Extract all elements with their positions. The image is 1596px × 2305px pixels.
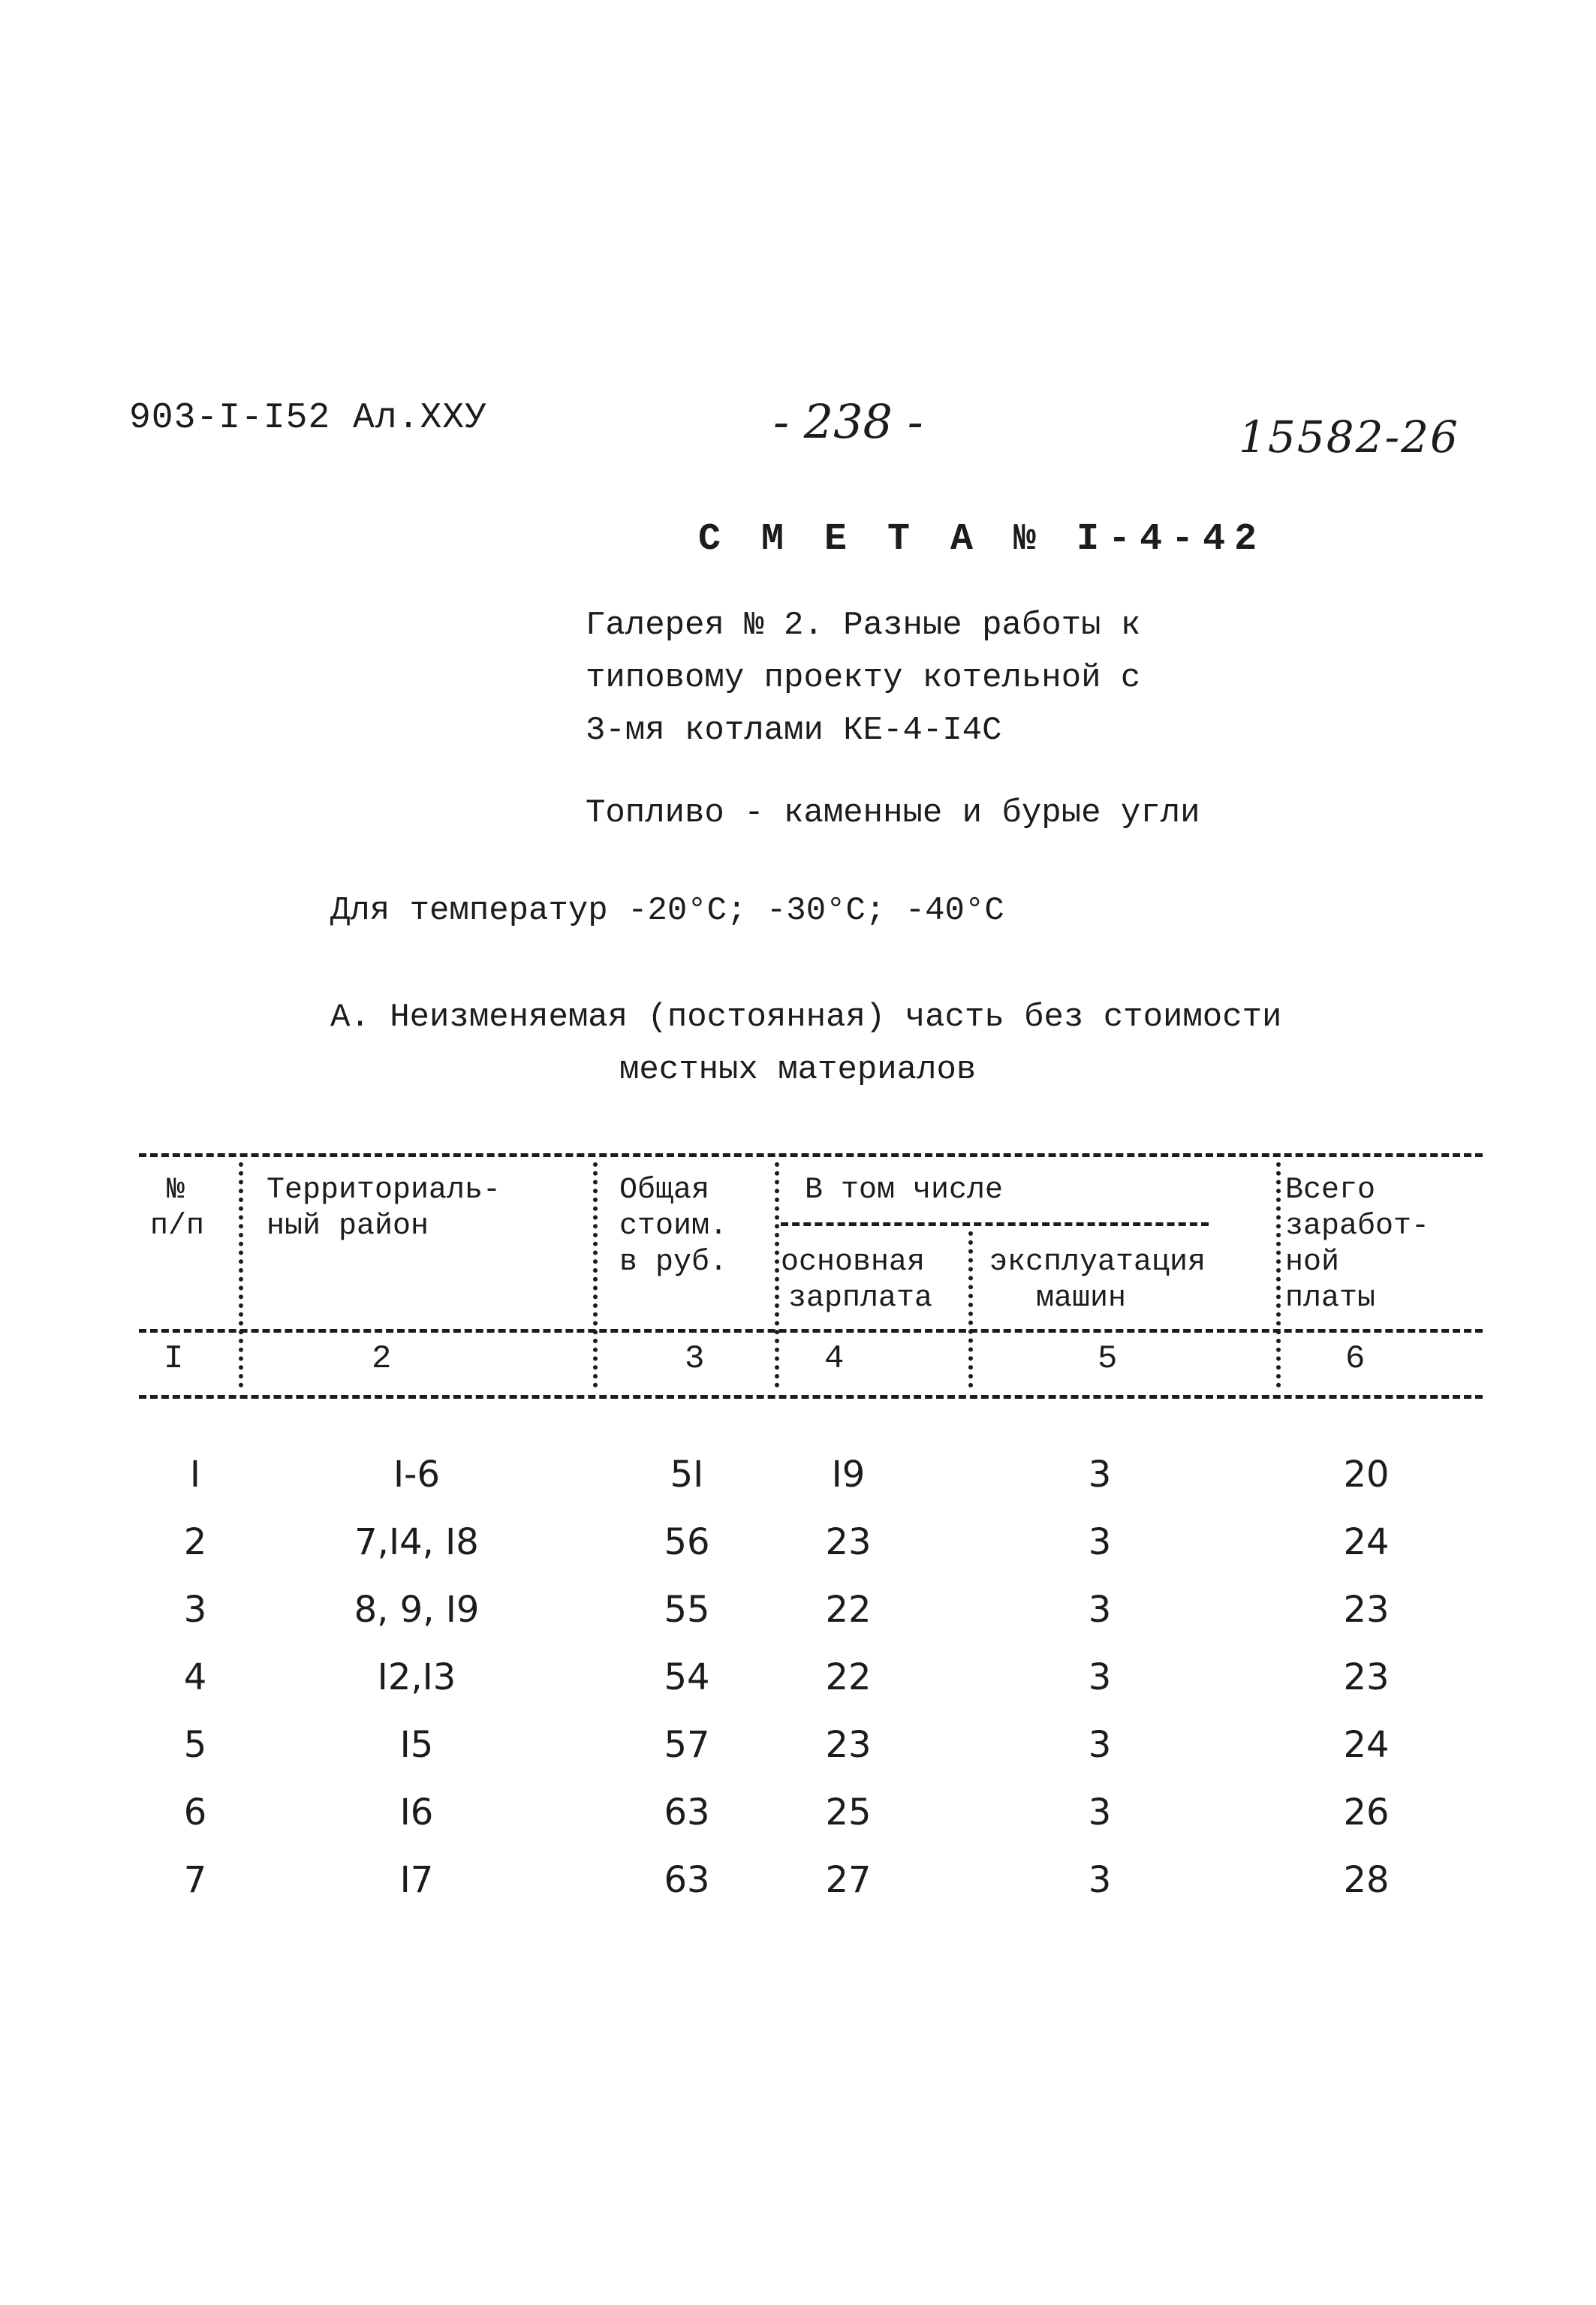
- base-wage-cell: 22: [825, 1589, 872, 1631]
- header-total-wage: платы: [1285, 1282, 1376, 1315]
- row-num-cell: 5: [183, 1724, 207, 1766]
- region-cell: I6: [399, 1791, 434, 1833]
- total-cost-cell: 56: [664, 1521, 710, 1563]
- column-number: 3: [685, 1340, 705, 1378]
- archive-number: 15582-26: [1239, 411, 1459, 463]
- machines-cell: 3: [1088, 1859, 1112, 1901]
- column-number: 2: [372, 1340, 392, 1378]
- base-wage-cell: 23: [825, 1521, 872, 1563]
- row-num-cell: 4: [183, 1656, 207, 1698]
- row-num-cell: 3: [183, 1589, 207, 1631]
- column-separator: [1276, 1162, 1281, 1388]
- header-total-cost: стоим.: [619, 1210, 728, 1243]
- section-heading-continued: местных материалов: [619, 1051, 977, 1089]
- base-wage-cell: 22: [825, 1656, 872, 1698]
- row-num-cell: I: [189, 1454, 201, 1496]
- base-wage-cell: 25: [825, 1791, 872, 1833]
- region-cell: I-6: [393, 1454, 440, 1496]
- total-wage-cell: 24: [1343, 1521, 1390, 1563]
- estimate-title: С М Е Т А № I-4-42: [698, 518, 1266, 561]
- region-cell: 7,I4, I8: [354, 1521, 479, 1563]
- machines-cell: 3: [1088, 1454, 1112, 1496]
- row-num-cell: 2: [183, 1521, 207, 1563]
- header-total-wage: ной: [1285, 1246, 1340, 1279]
- region-cell: 8, 9, I9: [354, 1589, 480, 1631]
- column-number: 5: [1098, 1340, 1118, 1378]
- total-wage-cell: 23: [1343, 1656, 1390, 1698]
- temperature-line: Для температур -20°С; -30°С; -40°С: [330, 892, 1004, 930]
- total-wage-cell: 26: [1343, 1791, 1390, 1833]
- description-line: типовому проекту котельной с: [586, 659, 1141, 697]
- header-total-wage: заработ-: [1285, 1210, 1430, 1243]
- total-cost-cell: 54: [664, 1656, 710, 1698]
- region-cell: I2,I3: [377, 1656, 456, 1698]
- machines-cell: 3: [1088, 1589, 1112, 1631]
- region-cell: I5: [399, 1724, 434, 1766]
- total-cost-cell: 63: [664, 1859, 710, 1901]
- base-wage-cell: 27: [825, 1859, 872, 1901]
- total-cost-cell: 55: [664, 1589, 710, 1631]
- column-separator: [593, 1162, 598, 1388]
- header-num: п/п: [150, 1210, 205, 1243]
- header-wage: основная: [781, 1246, 926, 1279]
- total-wage-cell: 23: [1343, 1589, 1390, 1631]
- machines-cell: 3: [1088, 1656, 1112, 1698]
- column-number: I: [164, 1340, 184, 1378]
- column-numbers-rule: [139, 1395, 1483, 1399]
- region-cell: I7: [399, 1859, 434, 1901]
- header-including: В том числе: [805, 1174, 1004, 1207]
- header-total-cost: Общая: [619, 1174, 710, 1207]
- header-wage: зарплата: [788, 1282, 933, 1315]
- row-num-cell: 6: [183, 1791, 207, 1833]
- table-top-rule: [139, 1153, 1483, 1157]
- total-cost-cell: 57: [664, 1724, 710, 1766]
- description-line: 3-мя котлами КЕ-4-I4С: [586, 712, 1002, 749]
- header-bottom-rule: [139, 1329, 1483, 1333]
- header-total-cost: в руб.: [619, 1246, 728, 1279]
- document-code: 903-I-I52 Ал.ХХУ: [129, 398, 487, 438]
- machines-cell: 3: [1088, 1521, 1112, 1563]
- header-num: №: [167, 1174, 185, 1207]
- fuel-line: Топливо - каменные и бурые угли: [586, 794, 1200, 832]
- base-wage-cell: I9: [831, 1454, 866, 1496]
- header-region: Территориаль-: [267, 1174, 501, 1207]
- column-separator: [239, 1162, 243, 1388]
- total-wage-cell: 20: [1343, 1454, 1390, 1496]
- header-machines: эксплуатация: [989, 1246, 1206, 1279]
- total-wage-cell: 24: [1343, 1724, 1390, 1766]
- header-region: ный район: [267, 1210, 429, 1243]
- column-number: 6: [1345, 1340, 1366, 1378]
- total-cost-cell: 63: [664, 1791, 710, 1833]
- section-heading: А. Неизменяемая (постоянная) часть без стоимости: [330, 999, 1282, 1036]
- base-wage-cell: 23: [825, 1724, 872, 1766]
- description-line: Галерея № 2. Разные работы к: [586, 607, 1141, 644]
- column-separator: [775, 1162, 779, 1388]
- header-machines: машин: [1036, 1282, 1127, 1315]
- machines-cell: 3: [1088, 1791, 1112, 1833]
- machines-cell: 3: [1088, 1724, 1112, 1766]
- column-number: 4: [824, 1340, 845, 1378]
- page-number: - 238 -: [773, 394, 923, 449]
- total-wage-cell: 28: [1343, 1859, 1390, 1901]
- column-separator: [968, 1231, 973, 1388]
- total-cost-cell: 5I: [670, 1454, 704, 1496]
- row-num-cell: 7: [183, 1859, 207, 1901]
- header-total-wage: Всего: [1285, 1174, 1376, 1207]
- including-rule: [781, 1222, 1209, 1226]
